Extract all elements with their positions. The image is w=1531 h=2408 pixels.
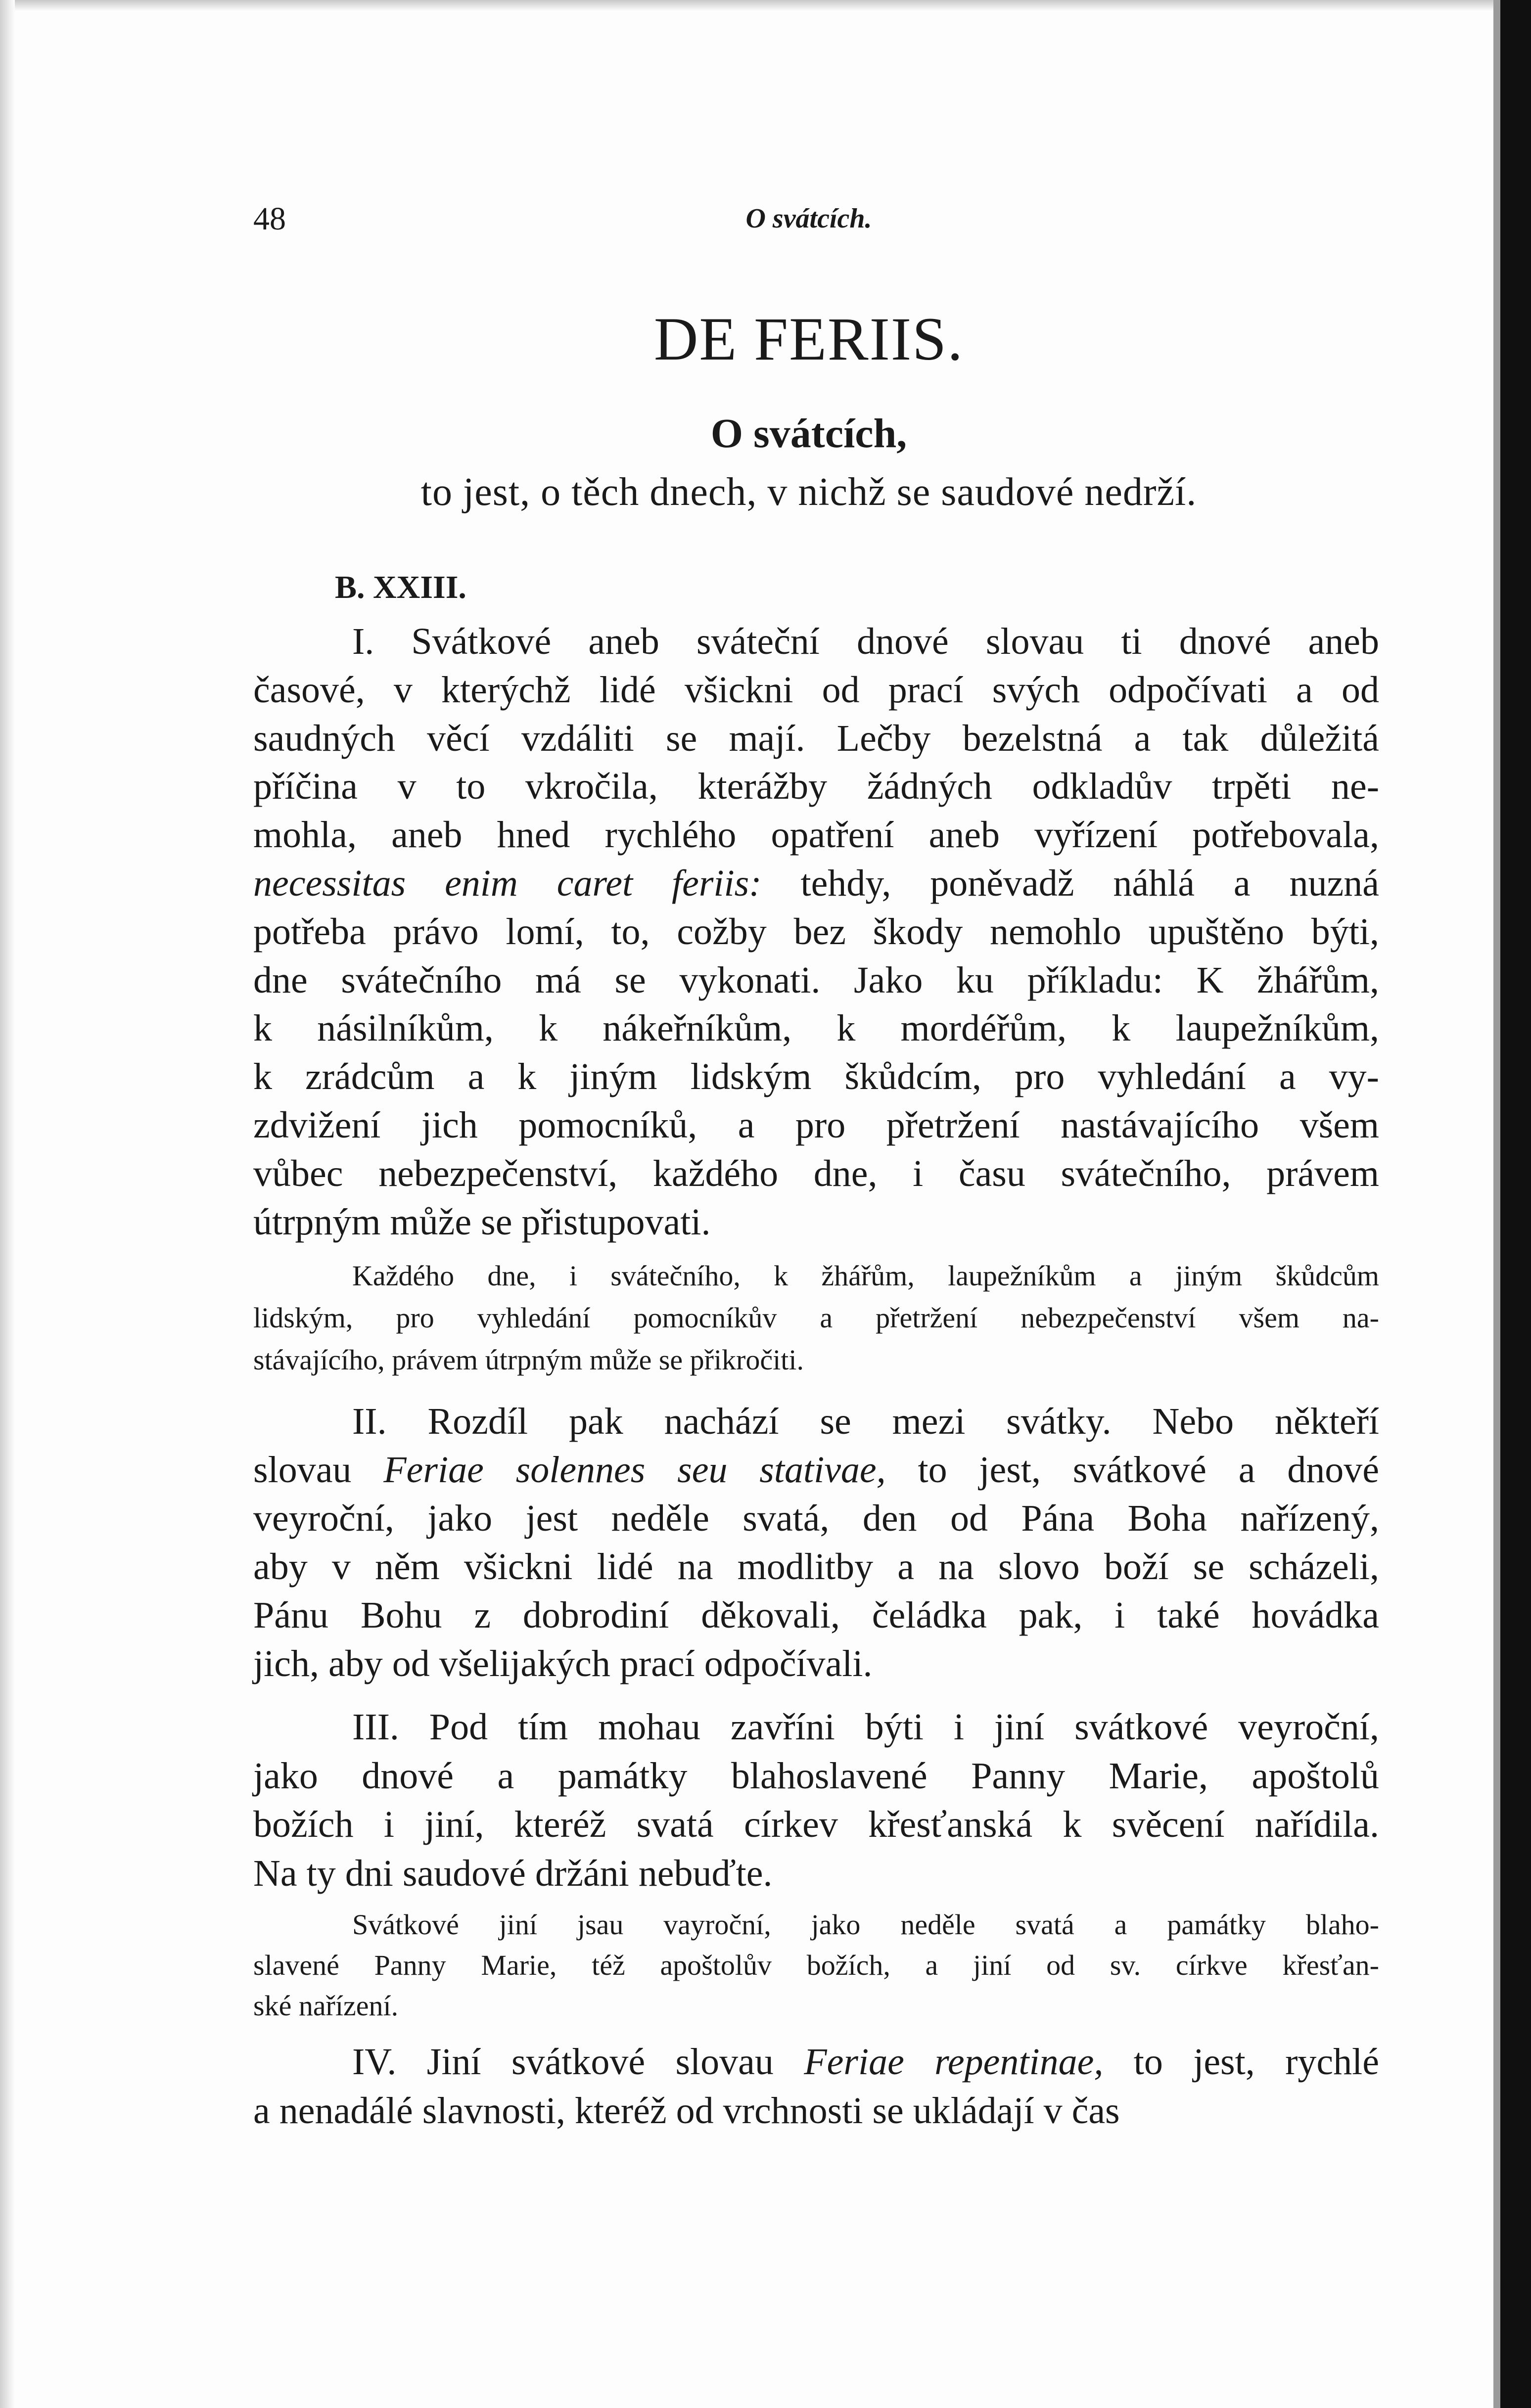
page-number: 48 <box>253 201 286 237</box>
text-segment: příčina v to vkročila, kterážby žádných odkladův trpěti ne- <box>253 766 1379 808</box>
text-line <box>253 1052 1379 1101</box>
text-line <box>253 1397 1379 1446</box>
latin-phrase: necessitas enim caret feriis: <box>253 863 762 904</box>
text-line <box>253 1752 1379 1800</box>
text-line <box>253 956 1379 1004</box>
text-segment: jich, aby od všelijakých prací odpočívali. <box>253 1643 873 1684</box>
text-line <box>253 1004 1379 1052</box>
text-segment: božích i jiní, kteréž svatá církev křesťanská k svěcení nařídila. <box>253 1804 1379 1845</box>
section-reference: B. XXIII. <box>335 569 466 605</box>
text-line <box>253 1446 1379 1494</box>
text-line <box>253 1255 1379 1297</box>
text-line <box>253 666 1379 714</box>
text-segment: to jest, svátkové a dnové <box>885 1449 1379 1491</box>
text-segment: IV. Jiní svátkové slovau <box>352 2041 804 2083</box>
text-segment: Na ty dni saudové držáni nebuďte. <box>253 1852 773 1894</box>
text-line <box>253 1339 1379 1381</box>
text-line <box>253 1703 1379 1751</box>
text-segment: mohla, aneb hned rychlého opatření aneb vyřízení potřebovala, <box>253 814 1379 856</box>
text-segment: slavené Panny Marie, též apoštolův božích, a jiní od sv. církve křesťan- <box>253 1949 1379 1981</box>
text-segment: zdvižení jich pomocníků, a pro přetržení nastávajícího všem <box>253 1104 1379 1146</box>
text-segment: I. Svátkové aneb sváteční dnové slovau ti dnové aneb <box>352 621 1379 662</box>
chapter-subtitle-line2: to jest, o těch dnech, v nichž se saudové nedrží. <box>420 470 1197 514</box>
text-line <box>253 1800 1379 1849</box>
text-segment: Pánu Bohu z dobrodiní děkovali, čeládka pak, i také hovádka <box>253 1594 1379 1636</box>
text-segment: Svátkové jiní jsau vayroční, jako neděle svatá a památky blaho- <box>352 1908 1379 1941</box>
latin-phrase: Feriae solennes seu stativae, <box>383 1449 886 1491</box>
text-segment: III. Pod tím mohau zavříni býti i jiní svátkové veyroční, <box>352 1706 1379 1748</box>
text-line <box>253 714 1379 763</box>
text-line <box>253 859 1379 908</box>
text-segment: útrpným může se přistupovati. <box>253 1201 711 1243</box>
text-segment: lidským, pro vyhledání pomocníkův a přetržení nebezpečenství všem na- <box>253 1302 1379 1334</box>
text-line <box>253 762 1379 811</box>
text-segment: veyroční, jako jest neděle svatá, den od Pána Boha nařízený, <box>253 1498 1379 1539</box>
text-line <box>253 1494 1379 1543</box>
latin-phrase: Feriae repentinae, <box>804 2041 1104 2083</box>
text-segment: Každého dne, i svátečního, k žhářům, laupežníkům a jiným škůdcům <box>352 1260 1379 1292</box>
chapter-title: DE FERIIS. <box>653 305 964 373</box>
text-line <box>253 1639 1379 1688</box>
text-segment: k zrádcům a k jiným lidským škůdcím, pro vyhledání a vy- <box>253 1056 1379 1098</box>
text-segment: dne svátečního má se vykonati. Jako ku příkladu: K žhářům, <box>253 959 1379 1001</box>
text-segment: a nenadálé slavnosti, kteréž od vrchnosti se ukládají v čas <box>253 2090 1120 2132</box>
text-segment: časové, v kterýchž lidé všickni od prací svých odpočívati a od <box>253 669 1379 711</box>
running-head: O svátcích. <box>745 203 872 234</box>
text-line <box>253 1297 1379 1339</box>
scan-edge-top <box>0 0 1531 11</box>
text-segment: slovau <box>253 1449 384 1491</box>
text-line <box>253 1944 1379 1987</box>
text-line <box>253 2087 1379 2135</box>
text-segment: k násilníkům, k nákeřníkům, k mordéřům, k laupežníkům, <box>253 1007 1379 1049</box>
text-line <box>253 1849 1379 1898</box>
text-line <box>253 617 1379 666</box>
text-segment: II. Rozdíl pak nachází se mezi svátky. Nebo někteří <box>352 1401 1379 1442</box>
text-segment: vůbec nebezpečenství, každého dne, i času svátečního, právem <box>253 1152 1379 1194</box>
text-segment: ské nařízení. <box>253 1990 399 2022</box>
text-segment: saudných věcí vzdáliti se mají. Lečby bezelstná a tak důležitá <box>253 717 1379 759</box>
text-line <box>253 1985 1379 2027</box>
text-line <box>253 1101 1379 1149</box>
chapter-subtitle: O svátcích, <box>710 410 907 456</box>
text-segment: tehdy, poněvadž náhlá a nuzná <box>761 863 1380 904</box>
text-line <box>253 2038 1379 2086</box>
text-segment: stávajícího, právem útrpným může se přikročiti. <box>253 1344 804 1376</box>
text-line <box>253 908 1379 956</box>
text-segment: potřeba právo lomí, to, cožby bez škody nemohlo upuštěno býti, <box>253 910 1379 953</box>
text-segment: to jest, rychlé <box>1103 2041 1379 2083</box>
text-segment: jako dnové a památky blahoslavené Panny Marie, apoštolů <box>253 1755 1379 1797</box>
text-line <box>253 1591 1379 1639</box>
text-line <box>253 1198 1379 1246</box>
text-segment: aby v něm všickni lidé na modlitby a na slovo boží se scházeli, <box>253 1546 1379 1588</box>
text-line <box>253 811 1379 859</box>
text-line <box>253 1904 1379 1946</box>
text-line <box>253 1543 1379 1591</box>
text-line <box>253 1149 1379 1198</box>
